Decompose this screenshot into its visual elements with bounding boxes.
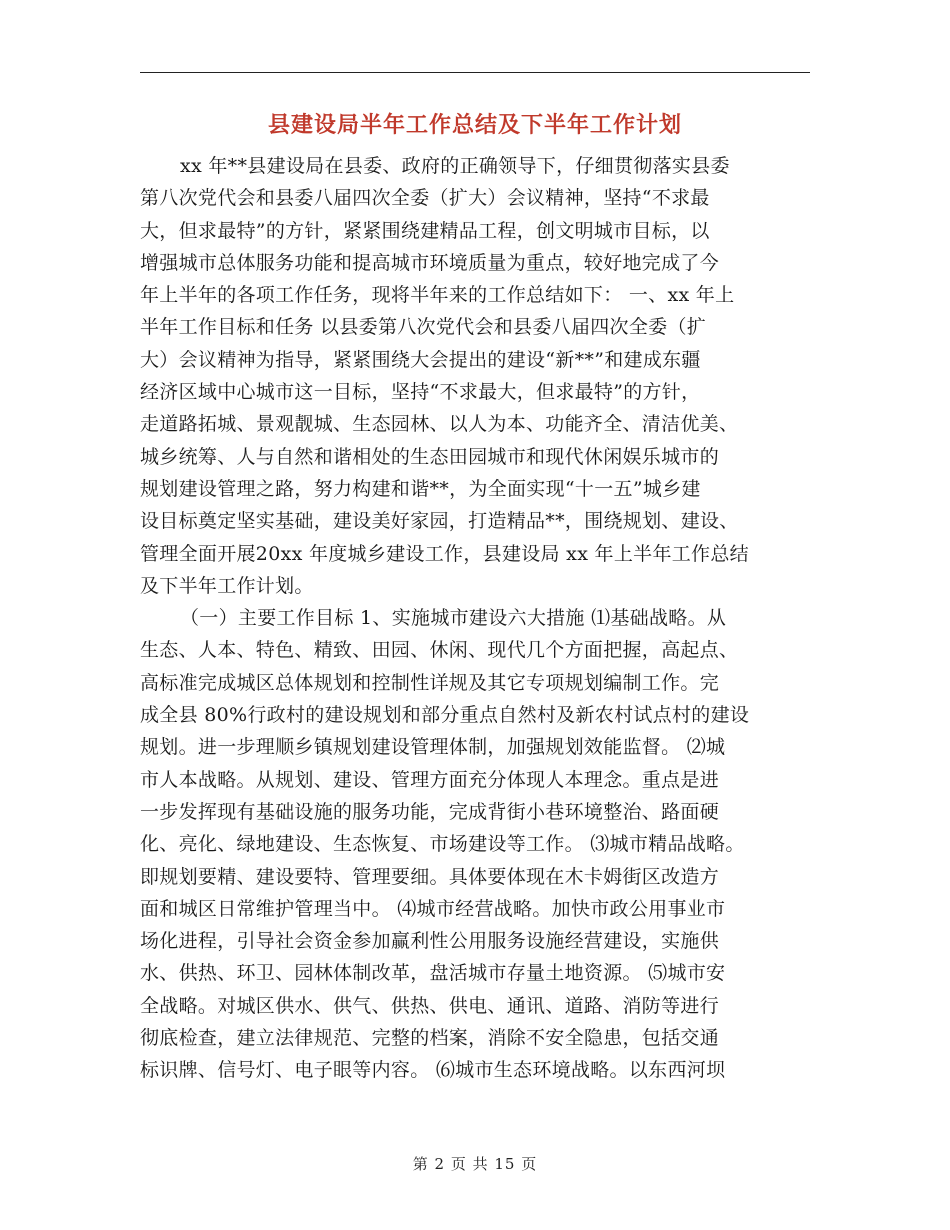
body-line-28: 彻底检查，建立法律规范、完整的档案，消除不安全隐患，包括交通 bbox=[140, 1027, 720, 1050]
body-line-20: 市人本战略。从规划、建设、管理方面充分体现人本理念。重点是进 bbox=[140, 768, 720, 791]
body-line-26: 水、供热、环卫、园林体制改革，盘活城市存量土地资源。 ⑸城市安 bbox=[140, 962, 726, 985]
body-line-15: （一）主要工作目标 1、实施城市建设六大措施 ⑴基础战略。从 bbox=[180, 607, 727, 630]
body-line-13: 管理全面开展20xx 年度城乡建设工作，县建设局 xx 年上半年工作总结 bbox=[140, 542, 749, 565]
page-number-footer: 第 2 页 共 15 页 bbox=[412, 1155, 538, 1173]
body-line-25: 场化进程，引导社会资金参加赢利性公用服务设施经营建设，实施供 bbox=[140, 930, 720, 953]
body-line-27: 全战略。对城区供水、供气、供热、供电、通讯、道路、消防等进行 bbox=[140, 994, 720, 1017]
body-line-7: 大）会议精神为指导，紧紧围绕大会提出的建设“新**”和建成东疆 bbox=[140, 348, 701, 371]
body-line-29: 标识牌、信号灯、电子眼等内容。 ⑹城市生态环境战略。以东西河坝 bbox=[140, 1059, 726, 1082]
body-line-11: 规划建设管理之路，努力构建和谐**，为全面实现“十一五”城乡建 bbox=[140, 477, 701, 500]
body-line-4: 增强城市总体服务功能和提高城市环境质量为重点，较好地完成了今 bbox=[140, 251, 720, 274]
body-line-22: 化、亮化、绿地建设、生态恢复、市场建设等工作。 ⑶城市精品战略。 bbox=[140, 833, 745, 856]
body-line-1: xx 年**县建设局在县委、政府的正确领导下，仔细贯彻落实县委 bbox=[180, 155, 730, 177]
header-rule bbox=[140, 72, 810, 73]
body-line-19: 规划。进一步理顺乡镇规划建设管理体制，加强规划效能监督。 ⑵城 bbox=[140, 736, 726, 759]
body-line-24: 面和城区日常维护管理当中。 ⑷城市经营战略。加快市政公用事业市 bbox=[140, 897, 726, 920]
body-line-6: 半年工作目标和任务 以县委第八次党代会和县委八届四次全委（扩 bbox=[140, 316, 707, 339]
body-line-18: 成全县 80%行政村的建设规划和部分重点自然村及新农村试点村的建设 bbox=[140, 704, 750, 727]
body-line-5: 年上半年的各项工作任务，现将半年来的工作总结如下： 一、xx 年上 bbox=[140, 284, 735, 307]
body-line-2: 第八次党代会和县委八届四次全委（扩大）会议精神，坚持“不求最 bbox=[140, 187, 710, 210]
body-line-16: 生态、人本、特色、精致、田园、休闲、现代几个方面把握，高起点、 bbox=[140, 639, 739, 662]
body-line-10: 城乡统筹、人与自然和谐相处的生态田园城市和现代休闲娱乐城市的 bbox=[140, 445, 720, 468]
document-title: 县建设局半年工作总结及下半年工作计划 bbox=[267, 112, 682, 138]
body-line-3: 大，但求最特”的方针，紧紧围绕建精品工程，创文明城市目标，以 bbox=[140, 219, 710, 242]
body-line-8: 经济区域中心城市这一目标，坚持“不求最大，但求最特”的方针， bbox=[140, 381, 701, 404]
body-line-12: 设目标奠定坚实基础，建设美好家园，打造精品**，围绕规划、建设、 bbox=[140, 510, 739, 533]
body-line-23: 即规划要精、建设要特、管理要细。具体要体现在木卡姆街区改造方 bbox=[140, 865, 720, 888]
body-line-9: 走道路拓城、景观靓城、生态园林、以人为本、功能齐全、清洁优美、 bbox=[140, 413, 739, 436]
body-line-21: 一步发挥现有基础设施的服务功能，完成背街小巷环境整治、路面硬 bbox=[140, 800, 720, 823]
body-line-14: 及下半年工作计划。 bbox=[140, 574, 314, 597]
body-line-17: 高标准完成城区总体规划和控制性详规及其它专项规划编制工作。完 bbox=[140, 671, 720, 694]
document-body bbox=[140, 150, 810, 1087]
